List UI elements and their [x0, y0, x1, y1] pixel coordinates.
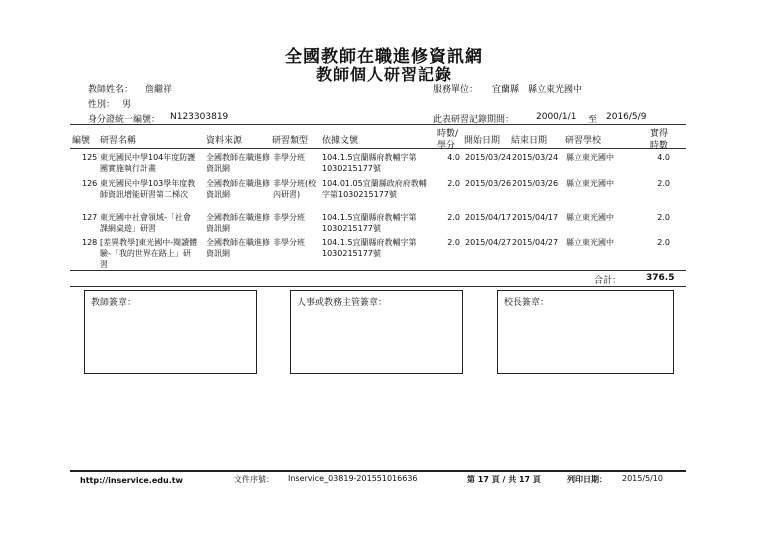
row-basis: 104.1.5宜蘭縣府教輔字第1030215177號 [322, 153, 417, 173]
period-start: 2000/1/1 [536, 112, 577, 122]
row-school: 縣立東光國中 [566, 213, 614, 222]
header-school: 研習學校 [565, 136, 602, 146]
gender-label: 性別： [88, 100, 116, 110]
header-type: 研習類型 [272, 136, 309, 146]
total-value: 376.5 [646, 273, 675, 283]
footer-serial: Inservice_03819-201551016636 [288, 474, 418, 483]
id-label: 身分證統一編號： [88, 115, 161, 125]
principal-signature-label: 校長簽章： [504, 298, 550, 308]
footer-print-date: 2015/5/10 [622, 474, 664, 483]
teacher-signature-box[interactable] [84, 290, 257, 374]
row-type: 非學分班 [273, 213, 305, 222]
footer-serial-label: 文件序號： [234, 475, 274, 484]
header-start: 開始日期 [464, 136, 501, 146]
teacher-signature-label: 教師簽章： [91, 298, 137, 308]
row-hours: 4.0 [447, 153, 460, 162]
row-name: 東光國中社會領域-「社會課網桌遊」研習 [100, 213, 191, 233]
row-source: 全國教師在職進修資訊網 [206, 238, 270, 258]
page-title: 全國教師在職進修資訊網 [285, 47, 483, 67]
row-school: 縣立東光國中 [566, 153, 614, 162]
header-hours-2: 學分 [437, 141, 456, 151]
footer-url: http://inservice.edu.tw [80, 476, 183, 485]
row-source: 全國教師在職進修資訊網 [206, 179, 270, 199]
row-start: 2015/03/26 [465, 179, 512, 188]
row-actual: 4.0 [657, 153, 670, 162]
header-basis: 依據文號 [322, 136, 359, 146]
header-hours-1: 時數/ [437, 129, 459, 139]
period-label: 此表研習記錄期間： [433, 115, 515, 125]
row-name: 東光國民中學104年度防護團實施執行計畫 [100, 153, 196, 173]
row-actual: 2.0 [657, 238, 670, 247]
unit-label: 服務單位： [433, 85, 479, 95]
period-to: 至 [588, 115, 598, 125]
header-source: 資料來源 [206, 136, 243, 146]
row-basis: 104.1.5宜蘭縣府教輔字第1030215177號 [322, 213, 417, 233]
teacher-name-label: 教師姓名： [88, 85, 134, 95]
row-actual: 2.0 [657, 213, 670, 222]
principal-signature-box[interactable] [497, 290, 674, 374]
hr-signature-box[interactable] [290, 290, 463, 374]
footer-rule [70, 470, 686, 472]
row-school: 縣立東光國中 [566, 179, 614, 188]
total-label: 合計： [594, 276, 622, 286]
row-type: 非學分班 [273, 153, 305, 162]
header-actual-1: 實得 [650, 129, 669, 139]
row-start: 2015/04/17 [465, 213, 512, 222]
row-no: 128 [82, 238, 98, 247]
row-end: 2015/04/17 [512, 213, 559, 222]
row-source: 全國教師在職進修資訊網 [206, 213, 270, 233]
teacher-name: 詹繼祥 [145, 85, 173, 95]
row-name: 東光國民中學103學年度教師資訊增能研習第二梯次 [100, 179, 196, 199]
row-source: 全國教師在職進修資訊網 [206, 153, 270, 173]
table-top-rule [70, 124, 686, 125]
row-end: 2015/03/26 [512, 179, 559, 188]
header-end: 結束日期 [511, 136, 548, 146]
row-no: 125 [82, 153, 98, 162]
row-no: 126 [82, 179, 98, 188]
header-no: 編號 [72, 136, 91, 146]
period-end: 2016/5/9 [606, 112, 647, 122]
gender: 男 [122, 100, 132, 110]
total-bottom-rule [70, 286, 686, 287]
id-number: N123303819 [170, 112, 229, 122]
unit-county: 宜蘭縣 [492, 85, 520, 95]
row-hours: 2.0 [447, 238, 460, 247]
row-actual: 2.0 [657, 179, 670, 188]
row-basis: 104.01.05宜蘭縣政府府教輔字第1030215177號 [322, 179, 427, 199]
page-subtitle: 教師個人研習記錄 [315, 65, 452, 84]
row-hours: 2.0 [447, 213, 460, 222]
row-basis: 104.1.5宜蘭縣府教輔字第1030215177號 [322, 238, 417, 258]
row-school: 縣立東光國中 [566, 238, 614, 247]
row-end: 2015/04/27 [512, 238, 559, 247]
row-type: 非學分班(校內研習) [273, 179, 317, 199]
row-name: [差異教學]東光國中-閱讀體驗-「我的世界在路上」研習 [100, 238, 198, 269]
row-type: 非學分班 [273, 238, 305, 247]
total-rule [70, 270, 686, 271]
row-start: 2015/04/27 [465, 238, 512, 247]
row-start: 2015/03/24 [465, 153, 512, 162]
header-rule [70, 148, 686, 149]
header-actual-2: 時數 [650, 141, 669, 151]
row-hours: 2.0 [447, 179, 460, 188]
header-name: 研習名稱 [100, 136, 137, 146]
footer-print-label: 列印日期： [567, 475, 607, 484]
row-no: 127 [82, 213, 98, 222]
footer-page: 第 17 頁 / 共 17 頁 [467, 475, 541, 484]
unit-school: 縣立東光國中 [528, 85, 583, 95]
row-end: 2015/03/24 [512, 153, 559, 162]
hr-signature-label: 人事或教務主管簽章： [297, 298, 388, 308]
